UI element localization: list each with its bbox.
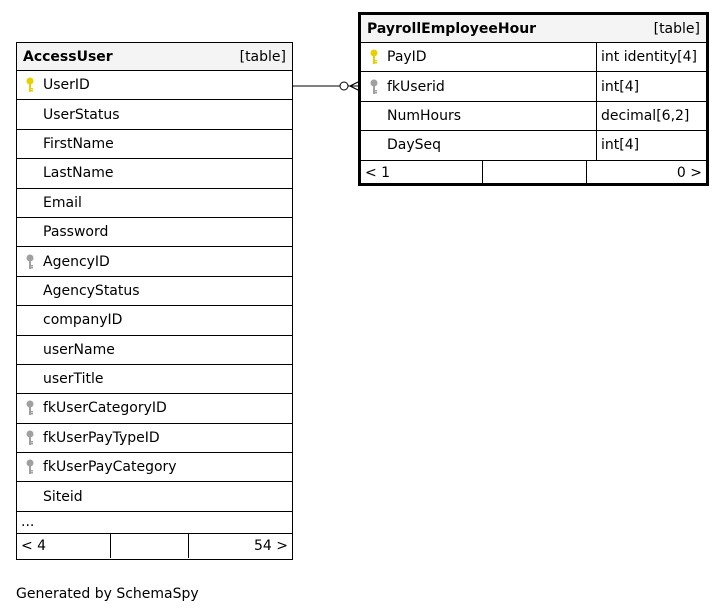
column-row[interactable]	[17, 277, 292, 306]
column-row[interactable]	[17, 306, 292, 335]
more-columns[interactable]: ...	[17, 512, 292, 534]
column-row[interactable]	[361, 72, 706, 101]
column-name[interactable]: LastName	[43, 165, 114, 182]
key-slot	[361, 102, 387, 130]
table-kind: [table]	[239, 48, 286, 65]
generator-credit: Generated by SchemaSpy	[16, 586, 199, 602]
column-row[interactable]	[17, 130, 292, 159]
column-name[interactable]: Password	[43, 224, 109, 241]
key-slot	[17, 189, 43, 217]
column-row[interactable]	[17, 100, 292, 129]
column-row[interactable]	[17, 453, 292, 482]
column-row[interactable]	[17, 247, 292, 276]
key-slot	[17, 100, 43, 128]
table-accessuser[interactable]	[16, 42, 293, 560]
column-name[interactable]: Siteid	[43, 488, 83, 505]
foreign-key-icon	[361, 72, 387, 100]
key-slot	[17, 306, 43, 334]
parents-count[interactable]: < 1	[361, 161, 483, 185]
children-count[interactable]: 54 >	[254, 537, 288, 554]
column-name[interactable]: AgencyID	[43, 253, 110, 270]
primary-key-icon	[17, 71, 43, 99]
column-name[interactable]: Email	[43, 194, 82, 211]
column-row[interactable]	[17, 336, 292, 365]
column-name[interactable]: fkUserCategoryID	[43, 400, 167, 417]
column-name[interactable]: FirstName	[43, 135, 114, 152]
table-header	[361, 15, 706, 43]
column-name[interactable]: userName	[43, 341, 115, 358]
table-footer	[17, 534, 292, 558]
column-row[interactable]	[361, 43, 706, 72]
column-type: int[4]	[596, 72, 706, 100]
column-row[interactable]	[17, 394, 292, 423]
key-slot	[17, 336, 43, 364]
foreign-key-icon	[17, 453, 43, 481]
column-name[interactable]: userTitle	[43, 371, 104, 388]
column-name[interactable]: UserID	[43, 77, 90, 94]
table-payrollemployeehour[interactable]	[358, 12, 709, 186]
column-name[interactable]: PayID	[387, 49, 427, 66]
children-count[interactable]: 0 >	[676, 164, 702, 181]
column-row[interactable]	[17, 189, 292, 218]
column-row[interactable]	[17, 159, 292, 188]
key-slot	[17, 218, 43, 246]
table-kind: [table]	[653, 20, 700, 37]
column-row[interactable]	[361, 131, 706, 160]
column-row[interactable]	[17, 218, 292, 247]
key-slot	[17, 130, 43, 158]
column-row[interactable]	[17, 482, 292, 511]
column-row[interactable]	[17, 365, 292, 394]
footer-spacer	[111, 534, 189, 558]
column-name[interactable]: fkUserid	[387, 78, 445, 95]
column-name[interactable]: companyID	[43, 312, 123, 329]
foreign-key-icon	[17, 247, 43, 275]
key-slot	[17, 365, 43, 393]
table-name[interactable]: AccessUser	[23, 48, 113, 65]
column-row[interactable]	[17, 71, 292, 100]
foreign-key-icon	[17, 424, 43, 452]
column-type: int identity[4]	[596, 43, 706, 71]
parents-count[interactable]: < 4	[17, 534, 111, 558]
column-name[interactable]: UserStatus	[43, 106, 120, 123]
key-slot	[361, 131, 387, 159]
column-row[interactable]	[17, 424, 292, 453]
primary-key-icon	[361, 43, 387, 71]
table-name[interactable]: PayrollEmployeeHour	[367, 20, 537, 37]
table-footer	[361, 161, 706, 185]
column-row[interactable]	[361, 102, 706, 131]
column-name[interactable]: fkUserPayCategory	[43, 459, 177, 476]
column-name[interactable]: DaySeq	[387, 137, 442, 154]
column-name[interactable]: NumHours	[387, 107, 461, 124]
footer-spacer	[483, 161, 587, 185]
column-type: decimal[6,2]	[596, 102, 706, 130]
table-header	[17, 43, 292, 71]
foreign-key-icon	[17, 394, 43, 422]
key-slot	[17, 482, 43, 510]
key-slot	[17, 277, 43, 305]
key-slot	[17, 159, 43, 187]
column-type: int[4]	[596, 131, 706, 159]
column-name[interactable]: AgencyStatus	[43, 282, 140, 299]
column-name[interactable]: fkUserPayTypeID	[43, 429, 160, 446]
